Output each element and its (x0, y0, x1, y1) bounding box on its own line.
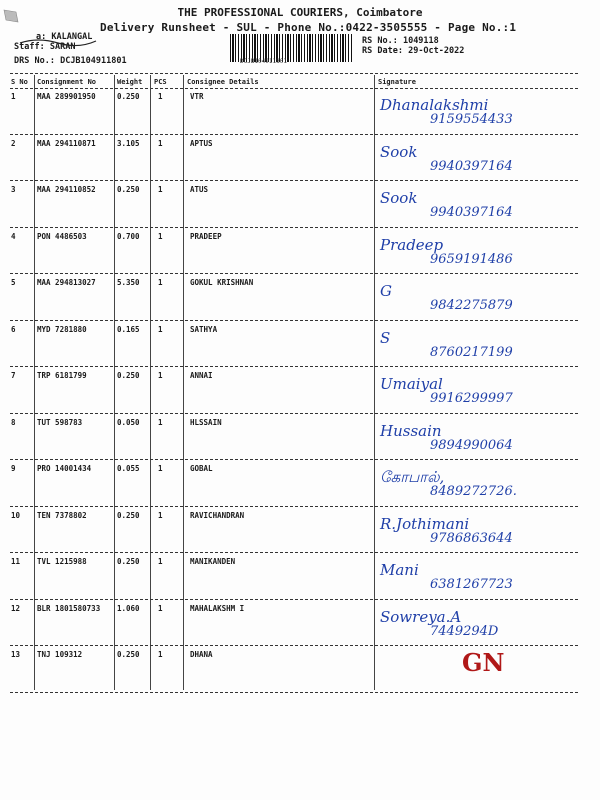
row-consignee: ANNAI (190, 371, 213, 380)
row-pcs: 1 (158, 278, 163, 287)
row-pcs: 1 (158, 510, 163, 520)
col-header-signature: Signature (378, 78, 416, 86)
row-separator (10, 180, 578, 181)
row-separator (10, 459, 578, 460)
row-separator (10, 413, 578, 414)
row-consignment-no: MAA 294110852 (37, 185, 96, 194)
row-signature: Hussain (380, 421, 442, 440)
row-separator (10, 320, 578, 321)
row-consignee: GOBAL (190, 464, 213, 473)
row-pcs: 1 (158, 557, 163, 566)
row-pcs: 1 (158, 417, 163, 427)
row-phone: 9916299997 (430, 391, 513, 406)
row-consignment-no: TEN 7378802 (37, 510, 87, 520)
row-pcs: 1 (158, 650, 163, 659)
table-header-rule (10, 88, 578, 89)
row-sno: 4 (11, 231, 16, 241)
area-line: a: KALANGAL (36, 32, 93, 42)
row-signature: Mani (380, 561, 419, 579)
row-sno: 12 (11, 603, 21, 613)
row-consignment-no: TUT 598783 (37, 417, 83, 427)
row-weight: 0.165 (117, 324, 140, 334)
row-weight: 0.250 (117, 92, 140, 101)
row-weight: 0.250 (117, 650, 140, 659)
row-consignee: MAHALAKSHM I (190, 603, 245, 613)
row-phone: 9159554433 (430, 112, 513, 127)
table-top-rule (10, 73, 578, 74)
row-consignment-no: MAA 289901950 (37, 92, 96, 101)
row-signature: R.Jothimani (380, 514, 470, 533)
row-pcs: 1 (158, 603, 163, 613)
col-header-weight: Weight (117, 78, 143, 86)
col-header-pcs: PCS (154, 78, 167, 86)
staff-value: SARAN (49, 42, 76, 52)
row-consignee: HLSSAIN (190, 417, 222, 427)
row-phone: 9786863644 (430, 530, 513, 546)
row-separator (10, 692, 578, 693)
rs-date-line: RS Date: 29-Oct-2022 (362, 46, 465, 56)
row-signature: Sook (380, 189, 418, 207)
row-weight: 3.105 (117, 138, 140, 148)
row-sno: 10 (11, 510, 21, 520)
row-weight: 0.055 (117, 464, 140, 473)
row-consignment-no: TRP 6181799 (37, 371, 87, 380)
row-consignee: RAVICHANDRAN (190, 510, 245, 520)
row-consignee: PRADEEP (190, 231, 222, 241)
col-header-sno: S No (11, 78, 28, 86)
row-weight: 5.350 (117, 278, 140, 287)
row-weight: 0.050 (117, 417, 140, 427)
row-sno: 5 (11, 278, 16, 287)
rs-no-value: 1049118 (402, 36, 439, 46)
staff-label: Staff: (14, 42, 45, 52)
row-consignment-no: MAA 294813027 (37, 278, 96, 287)
row-signature: Dhanalakshmi (380, 96, 489, 114)
row-separator (10, 645, 578, 646)
row-pcs: 1 (158, 138, 163, 148)
row-phone: 7449294D (430, 623, 499, 639)
row-phone: 9659191486 (430, 251, 513, 267)
drs-label: DRS No.: (14, 56, 55, 66)
col-header-consignee: Consignee Details (187, 78, 259, 86)
row-weight: 0.250 (117, 557, 140, 566)
row-phone: 9894990064 (430, 437, 513, 453)
row-sno: 11 (11, 557, 21, 566)
row-consignment-no: BLR 1801580733 (37, 603, 101, 613)
row-consignment-no: MYD 7281880 (37, 324, 87, 334)
row-sno: 3 (11, 185, 16, 194)
row-signature: Pradeep (380, 235, 444, 254)
row-consignee: ATUS (190, 185, 209, 194)
row-pcs: 1 (158, 371, 163, 380)
row-phone: 9940397164 (430, 158, 513, 174)
row-consignee: APTUS (190, 138, 213, 148)
row-consignee: VTR (190, 92, 204, 101)
row-signature: Sook (380, 142, 418, 161)
row-phone: 8760217199 (430, 344, 513, 360)
row-consignee: DHANA (190, 650, 213, 659)
row-sno: 7 (11, 371, 16, 380)
row-separator (10, 227, 578, 228)
row-consignee: SATHYA (190, 324, 218, 334)
row-separator (10, 366, 578, 367)
row-weight: 1.060 (117, 603, 140, 613)
col-header-consignment: Consignment No (37, 78, 97, 86)
row-phone: 8489272726. (430, 484, 517, 499)
area-value: KALANGAL (51, 32, 93, 42)
red-ink-mark: GN (462, 648, 505, 677)
row-weight: 0.700 (117, 231, 140, 241)
row-signature: Umaiyal (380, 375, 443, 393)
row-separator (10, 506, 578, 507)
rs-date-value: 29-Oct-2022 (408, 46, 465, 56)
row-signature: கோபால், (380, 468, 445, 486)
row-separator (10, 599, 578, 600)
row-phone: 9940397164 (430, 205, 513, 220)
row-pcs: 1 (158, 231, 163, 241)
row-sno: 1 (11, 92, 16, 101)
drs-value: DCJB104911801 (60, 56, 127, 66)
runsheet-subtitle: Delivery Runsheet - SUL - Phone No.:0422-3505555 - Page No.:1 (100, 21, 517, 34)
row-weight: 0.250 (117, 185, 140, 194)
rs-no-line: RS No.: 1049118 (362, 36, 439, 46)
company-title: THE PROFESSIONAL COURIERS, Coimbatore (177, 6, 423, 19)
row-weight: 0.250 (117, 371, 140, 380)
row-separator (10, 134, 578, 135)
row-sno: 8 (11, 417, 16, 427)
row-signature: Sowreya.A (380, 607, 462, 626)
row-sno: 2 (11, 138, 16, 148)
row-pcs: 1 (158, 464, 163, 473)
row-sno: 6 (11, 324, 16, 334)
row-separator (10, 273, 578, 274)
row-consignment-no: MAA 294110871 (37, 138, 96, 148)
row-pcs: 1 (158, 324, 163, 334)
row-pcs: 1 (158, 185, 163, 194)
row-weight: 0.250 (117, 510, 140, 520)
row-separator (10, 552, 578, 553)
row-consignee: MANIKANDEN (190, 557, 236, 566)
row-sno: 13 (11, 650, 21, 659)
row-consignment-no: TNJ 109312 (37, 650, 83, 659)
row-signature: G (380, 282, 392, 300)
barcode-text: DCJB104911801 (240, 58, 287, 65)
scribble-icon (18, 34, 98, 48)
row-consignment-no: PRO 14001434 (37, 464, 92, 473)
row-consignee: GOKUL KRISHNAN (190, 278, 254, 287)
row-phone: 6381267723 (430, 577, 513, 592)
row-signature: S (380, 328, 391, 347)
row-phone: 9842275879 (430, 298, 513, 313)
row-consignment-no: PON 4486503 (37, 231, 87, 241)
row-pcs: 1 (158, 92, 163, 101)
row-consignment-no: TVL 1215988 (37, 557, 87, 566)
row-sno: 9 (11, 464, 16, 473)
drs-line (14, 56, 127, 66)
